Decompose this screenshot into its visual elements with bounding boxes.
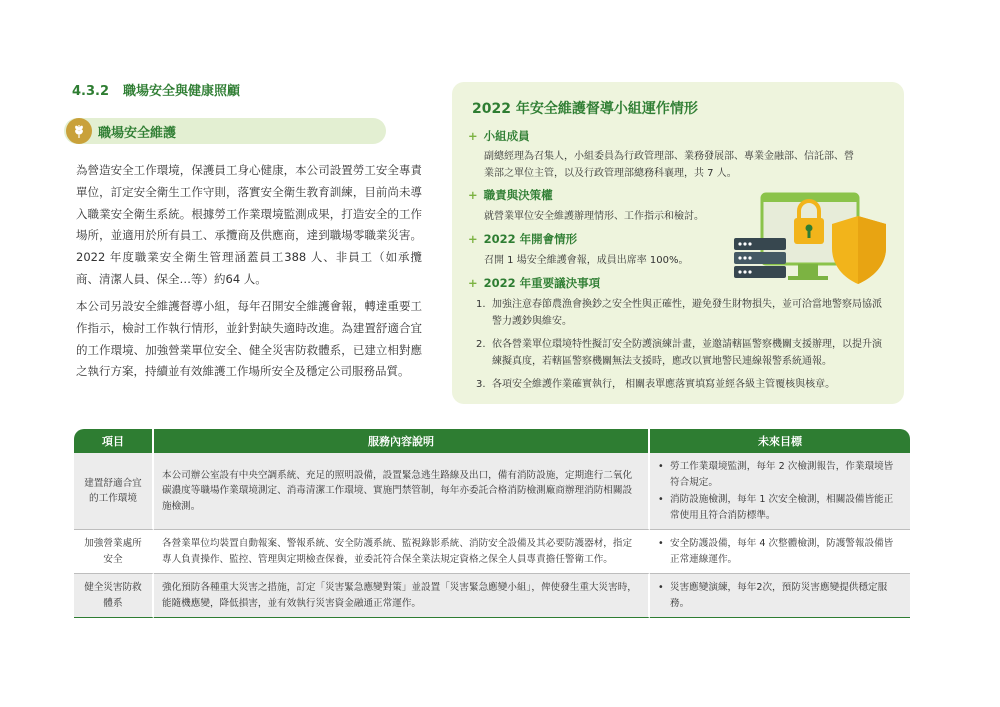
plus-icon: + <box>468 232 478 246</box>
section-heading <box>72 80 240 99</box>
subheading-title: 職場安全維護 <box>98 126 177 141</box>
subheading-bar <box>64 118 386 144</box>
goal-text: 安全防護設備，每年 4 次整體檢測，防護警報設備皆正常連線運作。 <box>670 538 894 565</box>
goal-text: 災害應變演練，每年2次，預防災害應變提供穩定服務。 <box>670 582 888 609</box>
meeting-heading <box>468 231 577 247</box>
meeting-text: 召開 1 場安全維護會報，成員出席率 100%。 <box>484 255 689 266</box>
panel-title: 2022 年安全維護督導小組運作情形 <box>472 101 698 117</box>
row-item: 加強營業處所安全 <box>74 530 154 574</box>
column-header-description: 服務內容說明 <box>154 429 650 453</box>
plus-icon: + <box>468 276 478 290</box>
goal-item <box>658 459 902 490</box>
table-row <box>74 574 910 618</box>
list-item <box>476 376 890 393</box>
bullet-icon: • <box>658 494 664 505</box>
bullet-icon: • <box>658 582 664 593</box>
duties-heading <box>468 187 553 203</box>
list-item-text: 依各營業單位環境特性擬訂安全防護演練計畫，並邀請轄區警察機關支援辦理，以提升演練擬真度，若轄區警察機關無法支援時，應改以實地警民連線報警系統通報。 <box>492 339 882 367</box>
table-row <box>74 530 910 574</box>
list-item <box>476 296 890 330</box>
list-item-number: 3. <box>476 379 486 390</box>
plus-icon: + <box>468 129 478 143</box>
list-item-number: 1. <box>476 299 486 310</box>
table-row <box>74 453 910 530</box>
section-title: 職場安全與健康照顧 <box>123 84 241 99</box>
goal-item <box>658 492 902 523</box>
row-goals <box>650 530 910 574</box>
bullet-icon: • <box>658 461 664 472</box>
members-title: 小組成員 <box>483 129 530 143</box>
goal-item <box>658 536 902 567</box>
row-item: 建置舒適合宜的工作環境 <box>74 453 154 530</box>
goal-text: 勞工作業環境監測，每年 2 次檢測報告，作業環境皆符合規定。 <box>670 461 894 488</box>
goal-text: 消防設施檢測，每年 1 次安全檢測，相關設備皆能正常使用且符合消防標準。 <box>670 494 894 521</box>
duties-title: 職責與決策權 <box>483 188 553 202</box>
resolutions-list <box>476 296 890 399</box>
row-description: 強化預防各種重大災害之措施，訂定「災害緊急應變對策」並設置「災害緊急應變小組」，俾使發生重大災害時，能隨機應變，降低損害，並有效執行災害資金融通正常運作。 <box>154 574 650 618</box>
members-heading <box>468 128 530 144</box>
row-goals <box>650 453 910 530</box>
row-item: 健全災害防救體系 <box>74 574 154 618</box>
column-header-goals: 未來目標 <box>650 429 910 453</box>
bullet-icon: • <box>658 538 664 549</box>
team-paragraph: 本公司另設安全維護督導小組，每年召開安全維護會報，轉達重要工作指示，檢討工作執行情形，並針對缺失適時改進。為建置舒適合宜的工作環境、加強營業單位安全、健全災害防救體系，已建立相對應之執行方案，持續並有效維護工作場所安全及穩定公司服務品質。 <box>76 299 422 379</box>
plus-icon: + <box>468 188 478 202</box>
list-item-text: 加強注意春節農漁會換鈔之安全性與正確性，避免發生財物損失，並可洽當地警察局協派警力護鈔與維安。 <box>492 299 882 327</box>
table-header-row <box>74 429 910 453</box>
safety-team-panel <box>452 82 904 404</box>
column-header-item: 項目 <box>74 429 154 453</box>
wheat-icon <box>66 118 92 144</box>
resolutions-heading <box>468 275 600 291</box>
row-goals <box>650 574 910 618</box>
duties-text: 就營業單位安全維護辦理情形、工作指示和檢討。 <box>484 211 704 222</box>
members-text-line: 業部之單位主管，以及行政管理部總務科襄理，共 7 人。 <box>484 168 737 179</box>
members-text <box>484 148 854 182</box>
goal-item <box>658 580 902 611</box>
meeting-title: 2022 年開會情形 <box>483 232 578 246</box>
section-number: 4.3.2 <box>72 84 110 99</box>
resolutions-title: 2022 年重要議決事項 <box>483 276 601 290</box>
list-item-text: 各項安全維護作業確實執行， 相關表單應落實填寫並經各級主管覆核與核章。 <box>492 379 836 390</box>
security-lock-shield-illustration <box>732 192 888 298</box>
list-item <box>476 336 890 370</box>
intro-paragraph: 為營造安全工作環境，保護員工身心健康，本公司設置勞工安全專責單位，訂定安全衛生工作守則，落實安全衛生教育訓練，目前尚未導入職業安全衛生系統。根據勞工作業環境監測成果，打造安全的工作場所，並適用於所有員工、承攬商及供應商，達到職場零職業災害。2022 年度職業安全衛生管理涵蓋員工388 人、非員工（如承攬商、清潔人員、保全…等）約64 人。 <box>76 163 422 286</box>
row-description: 本公司辦公室設有中央空調系統、充足的照明設備，設置緊急逃生路線及出口，備有消防設施，定期進行二氧化碳濃度等職場作業環境測定、消毒清潔工作環境、實施門禁管制，每年亦委託合格消防檢測廠商辦理消防相關設施檢測。 <box>154 453 650 530</box>
row-description: 各營業單位均裝置自動報案、警報系統、安全防護系統、監視錄影系統、消防安全設備及其必要防護器材，指定專人負責操作、監控、管理與定期檢查保養，並委託符合保全業法規定資格之保全人員專責擔任警衛工作。 <box>154 530 650 574</box>
members-text-line: 副總經理為召集人，小組委員為行政管理部、業務發展部、專業金融部、信託部、營 <box>484 151 854 162</box>
services-table <box>74 429 910 618</box>
list-item-number: 2. <box>476 339 486 350</box>
